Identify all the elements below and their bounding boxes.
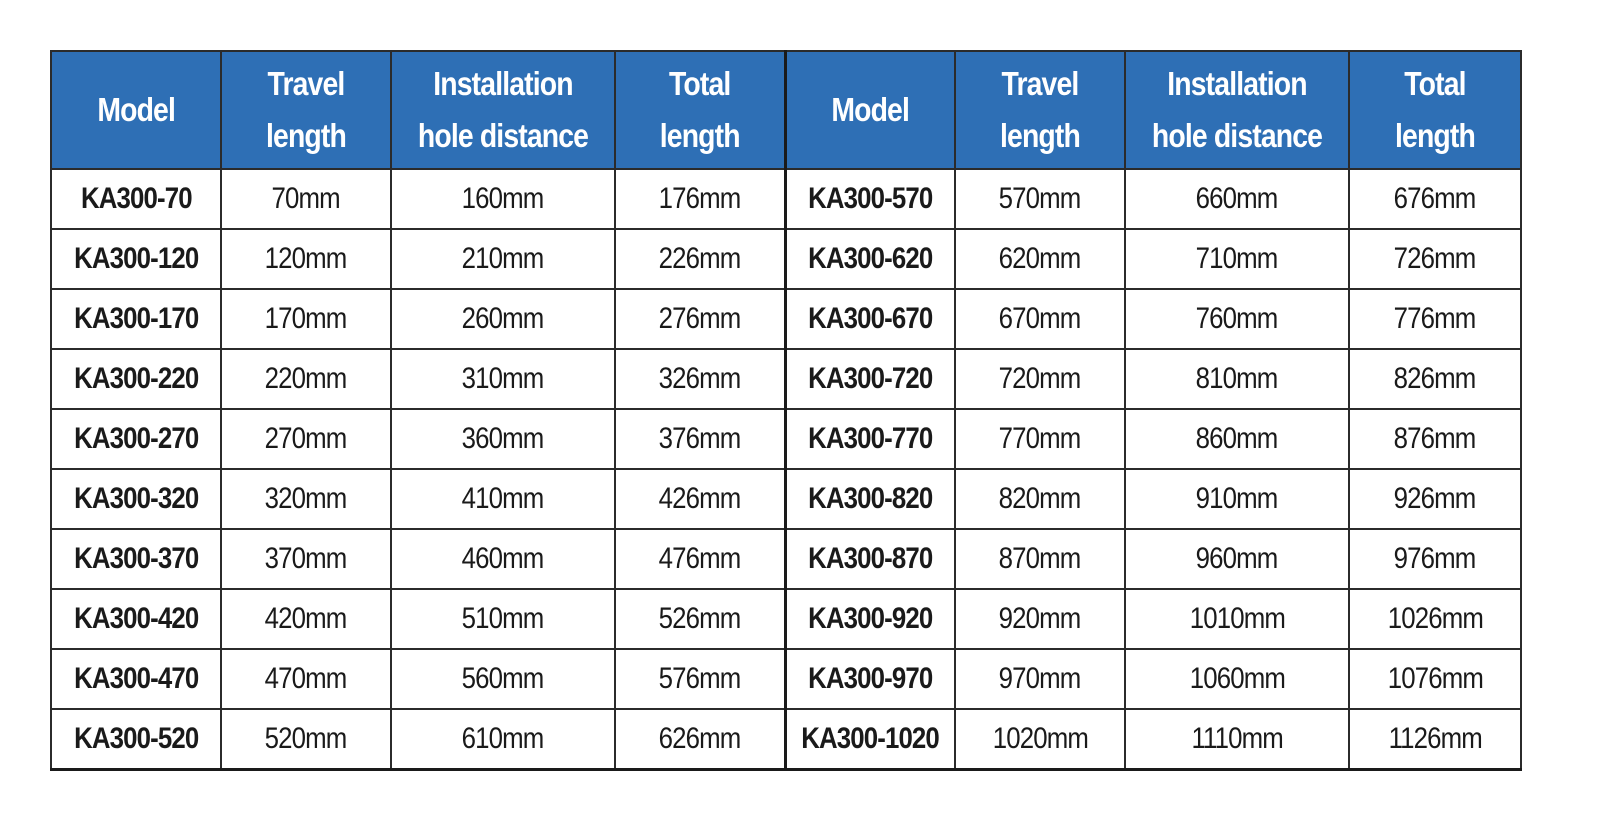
cell-model: KA300-320: [51, 469, 221, 529]
cell-travel-length: 320mm: [221, 469, 391, 529]
cell-travel-length-2: 870mm: [955, 529, 1125, 589]
header-row: [51, 51, 1521, 169]
cell-travel-length: 170mm: [221, 289, 391, 349]
cell-model-2: KA300-920: [785, 589, 955, 649]
header-travel-length: Travel length: [221, 51, 391, 169]
cell-installation-hole-distance: 460mm: [391, 529, 615, 589]
cell-travel-length: 370mm: [221, 529, 391, 589]
cell-total-length: 176mm: [615, 169, 785, 229]
cell-model-2: KA300-820: [785, 469, 955, 529]
cell-total-length-2: 676mm: [1349, 169, 1521, 229]
cell-model: KA300-170: [51, 289, 221, 349]
cell-total-length: 326mm: [615, 349, 785, 409]
table-row: [51, 649, 1521, 709]
cell-model-2: KA300-870: [785, 529, 955, 589]
cell-total-length-2: 726mm: [1349, 229, 1521, 289]
cell-total-length: 476mm: [615, 529, 785, 589]
cell-travel-length: 470mm: [221, 649, 391, 709]
cell-installation-hole-distance: 260mm: [391, 289, 615, 349]
cell-travel-length-2: 720mm: [955, 349, 1125, 409]
cell-installation-hole-distance-2: 910mm: [1125, 469, 1349, 529]
cell-travel-length-2: 820mm: [955, 469, 1125, 529]
header-installation-hole-distance-2: Installation hole distance: [1125, 51, 1349, 169]
header-model-2: Model: [785, 51, 955, 169]
header-total-length-2: Total length: [1349, 51, 1521, 169]
table-header: [51, 51, 1521, 169]
header-installation-hole-distance: Installation hole distance: [391, 51, 615, 169]
spec-table-container: [50, 50, 1520, 766]
cell-model-2: KA300-570: [785, 169, 955, 229]
cell-model-2: KA300-770: [785, 409, 955, 469]
cell-model: KA300-370: [51, 529, 221, 589]
cell-installation-hole-distance-2: 810mm: [1125, 349, 1349, 409]
cell-travel-length: 120mm: [221, 229, 391, 289]
cell-travel-length-2: 770mm: [955, 409, 1125, 469]
table-row: [51, 709, 1521, 770]
cell-travel-length: 420mm: [221, 589, 391, 649]
cell-installation-hole-distance: 510mm: [391, 589, 615, 649]
cell-installation-hole-distance-2: 660mm: [1125, 169, 1349, 229]
cell-installation-hole-distance: 310mm: [391, 349, 615, 409]
cell-installation-hole-distance-2: 1110mm: [1125, 709, 1349, 770]
header-model: Model: [51, 51, 221, 169]
cell-installation-hole-distance-2: 1010mm: [1125, 589, 1349, 649]
table-row: [51, 589, 1521, 649]
cell-travel-length: 220mm: [221, 349, 391, 409]
cell-model: KA300-270: [51, 409, 221, 469]
table-body: [51, 169, 1521, 770]
cell-model-2: KA300-1020: [785, 709, 955, 770]
cell-total-length: 526mm: [615, 589, 785, 649]
table-row: [51, 469, 1521, 529]
cell-total-length: 376mm: [615, 409, 785, 469]
cell-model-2: KA300-720: [785, 349, 955, 409]
cell-installation-hole-distance: 560mm: [391, 649, 615, 709]
table-row: [51, 229, 1521, 289]
cell-installation-hole-distance-2: 760mm: [1125, 289, 1349, 349]
cell-total-length-2: 976mm: [1349, 529, 1521, 589]
cell-installation-hole-distance-2: 960mm: [1125, 529, 1349, 589]
cell-model-2: KA300-620: [785, 229, 955, 289]
cell-installation-hole-distance-2: 1060mm: [1125, 649, 1349, 709]
cell-travel-length-2: 620mm: [955, 229, 1125, 289]
cell-installation-hole-distance: 410mm: [391, 469, 615, 529]
cell-travel-length-2: 670mm: [955, 289, 1125, 349]
cell-travel-length: 70mm: [221, 169, 391, 229]
cell-model: KA300-70: [51, 169, 221, 229]
cell-installation-hole-distance: 160mm: [391, 169, 615, 229]
header-total-length: Total length: [615, 51, 785, 169]
cell-total-length: 276mm: [615, 289, 785, 349]
cell-model-2: KA300-970: [785, 649, 955, 709]
cell-travel-length-2: 970mm: [955, 649, 1125, 709]
cell-total-length: 626mm: [615, 709, 785, 770]
cell-total-length-2: 1076mm: [1349, 649, 1521, 709]
cell-travel-length-2: 570mm: [955, 169, 1125, 229]
cell-model-2: KA300-670: [785, 289, 955, 349]
cell-total-length-2: 776mm: [1349, 289, 1521, 349]
cell-total-length: 426mm: [615, 469, 785, 529]
cell-installation-hole-distance: 210mm: [391, 229, 615, 289]
cell-travel-length: 520mm: [221, 709, 391, 770]
table-row: [51, 349, 1521, 409]
cell-model: KA300-120: [51, 229, 221, 289]
header-travel-length-2: Travel length: [955, 51, 1125, 169]
spec-table: [50, 50, 1522, 771]
cell-travel-length: 270mm: [221, 409, 391, 469]
cell-installation-hole-distance: 610mm: [391, 709, 615, 770]
cell-total-length: 226mm: [615, 229, 785, 289]
cell-installation-hole-distance: 360mm: [391, 409, 615, 469]
cell-model: KA300-420: [51, 589, 221, 649]
cell-model: KA300-220: [51, 349, 221, 409]
cell-total-length-2: 926mm: [1349, 469, 1521, 529]
cell-model: KA300-520: [51, 709, 221, 770]
cell-travel-length-2: 920mm: [955, 589, 1125, 649]
cell-total-length-2: 1126mm: [1349, 709, 1521, 770]
cell-total-length-2: 826mm: [1349, 349, 1521, 409]
cell-model: KA300-470: [51, 649, 221, 709]
cell-total-length-2: 1026mm: [1349, 589, 1521, 649]
table-row: [51, 289, 1521, 349]
cell-travel-length-2: 1020mm: [955, 709, 1125, 770]
cell-installation-hole-distance-2: 710mm: [1125, 229, 1349, 289]
table-row: [51, 169, 1521, 229]
table-row: [51, 529, 1521, 589]
table-row: [51, 409, 1521, 469]
cell-installation-hole-distance-2: 860mm: [1125, 409, 1349, 469]
cell-total-length: 576mm: [615, 649, 785, 709]
cell-total-length-2: 876mm: [1349, 409, 1521, 469]
